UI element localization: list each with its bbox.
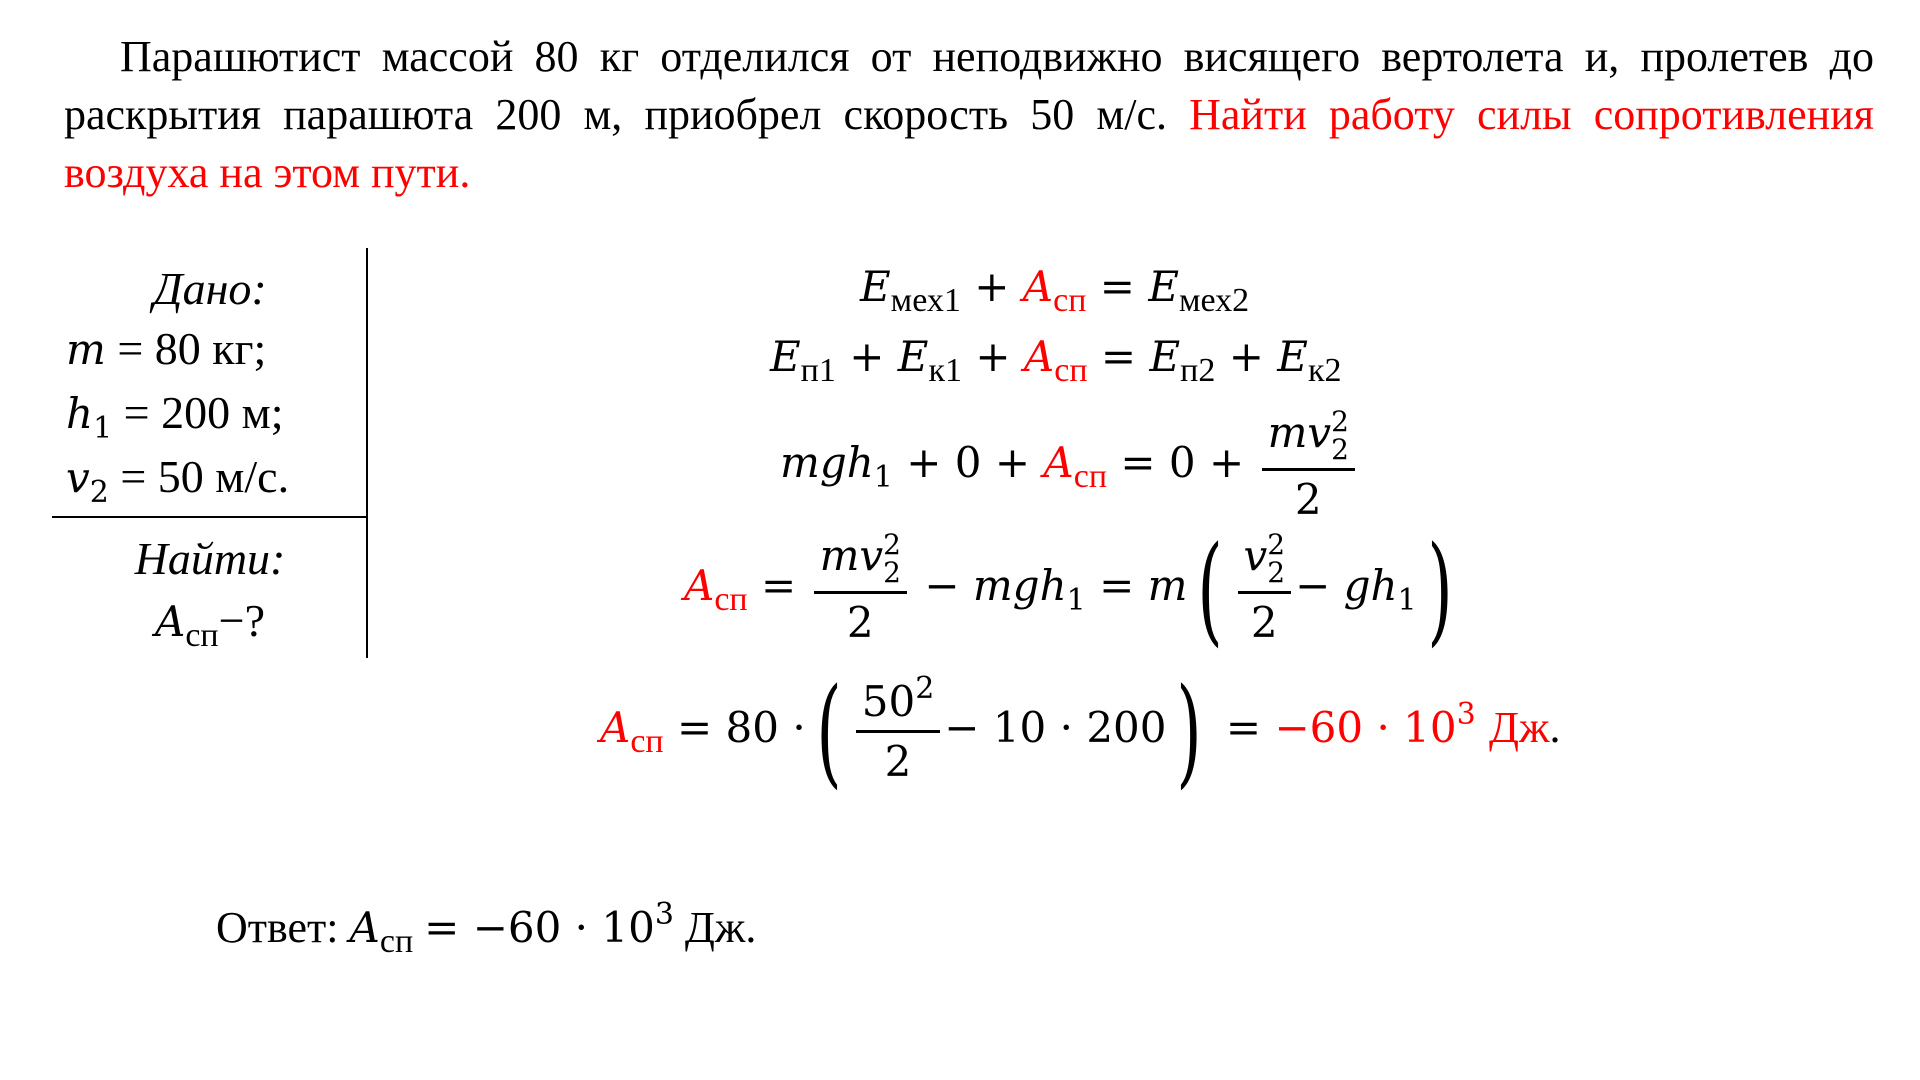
given-velocity: $v_2 = 50$ м/с. [66, 451, 290, 510]
answer: Ответ: $A_{сп} = -60 \cdot 10^3$ Дж. [216, 897, 757, 960]
equation-energy-balance: $E_{мех1} + A_{сп} = E_{мех2}$ [860, 262, 1250, 319]
equation-energy-components: $E_{п1} + E_{к1} + A_{сп} = E_{п2} + E_{к2}$ [770, 332, 1342, 389]
equation-work-formula: $A_{сп}$ = mv 2 2 2 − mgh$_1$ = m( v 2 2 2 − $gh_1$) [684, 520, 1453, 658]
problem-question: Найти работу силы сопротивления воздуха на этом пути. [64, 90, 1875, 197]
given-label: Дано: [153, 263, 267, 314]
given-height: $h_1 = 200$ м; [66, 387, 284, 446]
numeric-result: $-60 \cdot 10^3$ Дж [1274, 697, 1550, 752]
given-mass: m = 80 кг; [66, 323, 267, 374]
problem-text: Парашютист массой 80 кг отделился от неподвижно висящего вертолета и, пролетев до раскрытия парашюта 200 м, приобрел скорость 50 м/с. [64, 32, 1874, 139]
fraction-kinetic: mv 2 2 2 [1262, 408, 1355, 524]
find-target: $A_{сп}-$? [155, 595, 265, 654]
find-label: Найти: [134, 533, 286, 584]
problem-statement [64, 28, 1874, 202]
equation-numeric: $A_{сп} = 80$ ·( $\frac{50^2}{2}$ − $10 \cdot 200) = -60 \cdot 10^3$ Дж. [600, 662, 1561, 800]
equation-substitution: $mgh_1 + 0 + A_{сп} = 0$ + mv 2 2 2 [780, 408, 1359, 524]
given-divider-horizontal [52, 516, 368, 518]
